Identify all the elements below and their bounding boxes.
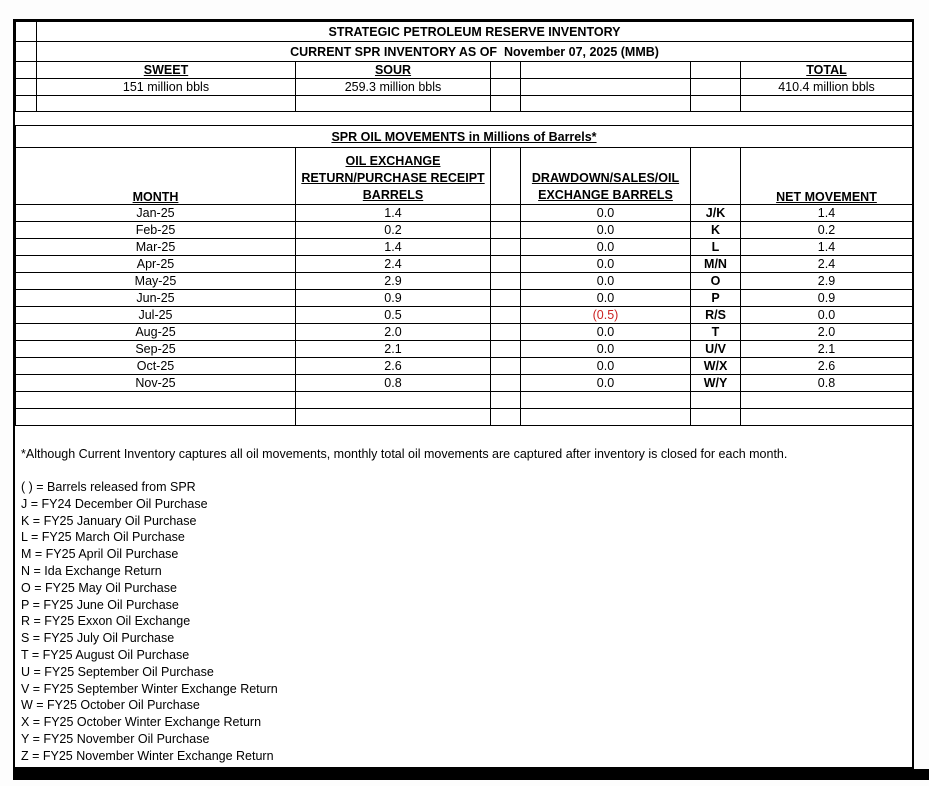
month-cell: Feb-25 — [16, 222, 296, 239]
code-cell: M/N — [691, 256, 741, 273]
drawdown-header-cell — [521, 148, 691, 205]
receipt-header-cell — [296, 148, 491, 205]
receipt-cell: 1.4 — [296, 239, 491, 256]
table-gap — [15, 112, 912, 125]
bottom-bar — [13, 769, 929, 780]
total-header: TOTAL — [741, 62, 913, 79]
inventory-table — [15, 21, 913, 112]
month-cell: Sep-25 — [16, 341, 296, 358]
code-cell: U/V — [691, 341, 741, 358]
empty-cell — [37, 96, 296, 112]
sour-header: SOUR — [296, 62, 491, 79]
net-cell: 0.2 — [741, 222, 913, 239]
movements-title: SPR OIL MOVEMENTS in Millions of Barrels* — [16, 126, 913, 148]
empty-cell — [491, 290, 521, 307]
drawdown-cell: 0.0 — [521, 256, 691, 273]
legend-item: V = FY25 September Winter Exchange Return — [21, 681, 278, 696]
month-cell: Aug-25 — [16, 324, 296, 341]
code-cell: T — [691, 324, 741, 341]
empty-cell — [691, 409, 741, 426]
net-cell: 2.4 — [741, 256, 913, 273]
movement-row — [16, 222, 913, 239]
empty-cell — [691, 62, 741, 79]
empty-cell — [16, 96, 37, 112]
code-cell: J/K — [691, 205, 741, 222]
empty-cell — [491, 324, 521, 341]
receipt-cell: 0.2 — [296, 222, 491, 239]
empty-cell — [491, 222, 521, 239]
net-cell: 0.9 — [741, 290, 913, 307]
drawdown-cell: 0.0 — [521, 205, 691, 222]
inventory-header-row — [16, 62, 913, 79]
movement-row — [16, 341, 913, 358]
receipt-cell: 2.0 — [296, 324, 491, 341]
sweet-value: 151 million bbls — [37, 79, 296, 96]
drawdown-cell: 0.0 — [521, 341, 691, 358]
movements-spacer-row — [16, 392, 913, 409]
month-cell: Nov-25 — [16, 375, 296, 392]
empty-cell — [491, 392, 521, 409]
empty-cell — [691, 392, 741, 409]
legend-item: Z = FY25 November Winter Exchange Return — [21, 748, 274, 763]
empty-cell — [296, 409, 491, 426]
legend-item: L = FY25 March Oil Purchase — [21, 530, 185, 545]
code-cell: O — [691, 273, 741, 290]
net-cell: 2.1 — [741, 341, 913, 358]
receipt-header-line3: BARRELS — [362, 188, 424, 202]
code-cell: L — [691, 239, 741, 256]
movements-header-row — [16, 148, 913, 205]
movements-rows — [16, 205, 913, 392]
total-value: 410.4 million bbls — [741, 79, 913, 96]
receipt-header-line2: RETURN/PURCHASE RECEIPT — [301, 171, 485, 185]
receipt-cell: 2.1 — [296, 341, 491, 358]
empty-cell — [741, 96, 913, 112]
movements-spacer-row — [16, 409, 913, 426]
legend-item: Y = FY25 November Oil Purchase — [21, 731, 210, 746]
drawdown-cell: (0.5) — [521, 307, 691, 324]
movement-row — [16, 375, 913, 392]
legend-item: P = FY25 June Oil Purchase — [21, 597, 179, 612]
legend-item: S = FY25 July Oil Purchase — [21, 631, 175, 646]
month-cell: Apr-25 — [16, 256, 296, 273]
code-cell: W/X — [691, 358, 741, 375]
empty-cell — [521, 409, 691, 426]
empty-cell — [16, 409, 296, 426]
legend-item: R = FY25 Exxon Oil Exchange — [21, 614, 191, 629]
drawdown-cell: 0.0 — [521, 222, 691, 239]
net-movement-header: NET MOVEMENT — [776, 190, 877, 204]
empty-cell — [691, 79, 741, 96]
receipt-cell: 0.9 — [296, 290, 491, 307]
legend-item: T = FY25 August Oil Purchase — [21, 647, 190, 662]
empty-cell — [16, 62, 37, 79]
spr-inventory-report — [13, 19, 914, 769]
empty-cell — [491, 239, 521, 256]
receipt-cell: 2.9 — [296, 273, 491, 290]
month-header-cell — [16, 148, 296, 205]
legend-item: O = FY25 May Oil Purchase — [21, 580, 177, 595]
sour-value: 259.3 million bbls — [296, 79, 491, 96]
net-header-cell — [741, 148, 913, 205]
movements-title-row — [16, 126, 913, 148]
net-cell: 0.0 — [741, 307, 913, 324]
drawdown-cell: 0.0 — [521, 358, 691, 375]
legend-list — [15, 479, 912, 765]
movement-row — [16, 205, 913, 222]
legend-item: W = FY25 October Oil Purchase — [21, 698, 200, 713]
inventory-spacer-row — [16, 96, 913, 112]
code-cell: R/S — [691, 307, 741, 324]
movement-row — [16, 273, 913, 290]
empty-cell — [491, 148, 521, 205]
empty-cell — [691, 148, 741, 205]
empty-cell — [491, 62, 521, 79]
legend-item: ( ) = Barrels released from SPR — [21, 480, 196, 494]
drawdown-cell: 0.0 — [521, 324, 691, 341]
legend-item: K = FY25 January Oil Purchase — [21, 513, 197, 528]
empty-cell — [296, 392, 491, 409]
empty-cell — [491, 375, 521, 392]
empty-cell — [16, 392, 296, 409]
code-cell: W/Y — [691, 375, 741, 392]
month-cell: Jan-25 — [16, 205, 296, 222]
empty-cell — [741, 409, 913, 426]
empty-cell — [521, 96, 691, 112]
empty-cell — [16, 22, 37, 42]
movement-row — [16, 358, 913, 375]
empty-cell — [521, 62, 691, 79]
empty-cell — [491, 256, 521, 273]
movements-table — [15, 125, 913, 426]
drawdown-cell: 0.0 — [521, 273, 691, 290]
code-cell: P — [691, 290, 741, 307]
footnote: *Although Current Inventory captures all oil movements, monthly total oil movements are captured after inventory is closed for each month. — [21, 447, 788, 461]
net-cell: 2.9 — [741, 273, 913, 290]
report-subtitle: CURRENT SPR INVENTORY AS OF November 07, 2025 (MMB) — [37, 42, 913, 62]
inventory-title-row — [16, 22, 913, 42]
drawdown-cell: 0.0 — [521, 239, 691, 256]
legend-item: X = FY25 October Winter Exchange Return — [21, 715, 262, 730]
movement-row — [16, 307, 913, 324]
empty-cell — [16, 79, 37, 96]
month-cell: Oct-25 — [16, 358, 296, 375]
empty-cell — [491, 79, 521, 96]
drawdown-header-line2: EXCHANGE BARRELS — [538, 188, 673, 202]
legend-item: J = FY24 December Oil Purchase — [21, 496, 208, 511]
movement-row — [16, 290, 913, 307]
movement-row — [16, 239, 913, 256]
inventory-subtitle-row — [16, 42, 913, 62]
month-cell: Mar-25 — [16, 239, 296, 256]
legend-item: N = Ida Exchange Return — [21, 563, 162, 578]
legend-item: M = FY25 April Oil Purchase — [21, 547, 179, 562]
inventory-value-row — [16, 79, 913, 96]
empty-cell — [741, 392, 913, 409]
empty-cell — [491, 358, 521, 375]
drawdown-cell: 0.0 — [521, 375, 691, 392]
drawdown-cell: 0.0 — [521, 290, 691, 307]
empty-cell — [16, 42, 37, 62]
net-cell: 1.4 — [741, 205, 913, 222]
month-cell: Jun-25 — [16, 290, 296, 307]
movement-row — [16, 324, 913, 341]
legend-item: U = FY25 September Oil Purchase — [21, 664, 214, 679]
month-cell: May-25 — [16, 273, 296, 290]
empty-cell — [521, 392, 691, 409]
month-cell: Jul-25 — [16, 307, 296, 324]
net-cell: 1.4 — [741, 239, 913, 256]
report-title: STRATEGIC PETROLEUM RESERVE INVENTORY — [37, 22, 913, 42]
empty-cell — [491, 96, 521, 112]
net-cell: 2.0 — [741, 324, 913, 341]
month-header: MONTH — [132, 190, 179, 204]
empty-cell — [491, 307, 521, 324]
empty-cell — [521, 79, 691, 96]
net-cell: 0.8 — [741, 375, 913, 392]
empty-cell — [691, 96, 741, 112]
movement-row — [16, 256, 913, 273]
empty-cell — [296, 96, 491, 112]
receipt-header-line1: OIL EXCHANGE — [345, 154, 441, 168]
receipt-cell: 2.6 — [296, 358, 491, 375]
empty-cell — [491, 341, 521, 358]
net-cell: 2.6 — [741, 358, 913, 375]
code-cell: K — [691, 222, 741, 239]
receipt-cell: 2.4 — [296, 256, 491, 273]
receipt-cell: 0.8 — [296, 375, 491, 392]
empty-cell — [491, 409, 521, 426]
receipt-cell: 0.5 — [296, 307, 491, 324]
receipt-cell: 1.4 — [296, 205, 491, 222]
empty-cell — [491, 205, 521, 222]
empty-cell — [491, 273, 521, 290]
sweet-header: SWEET — [37, 62, 296, 79]
drawdown-header-line1: DRAWDOWN/SALES/OIL — [531, 171, 680, 185]
